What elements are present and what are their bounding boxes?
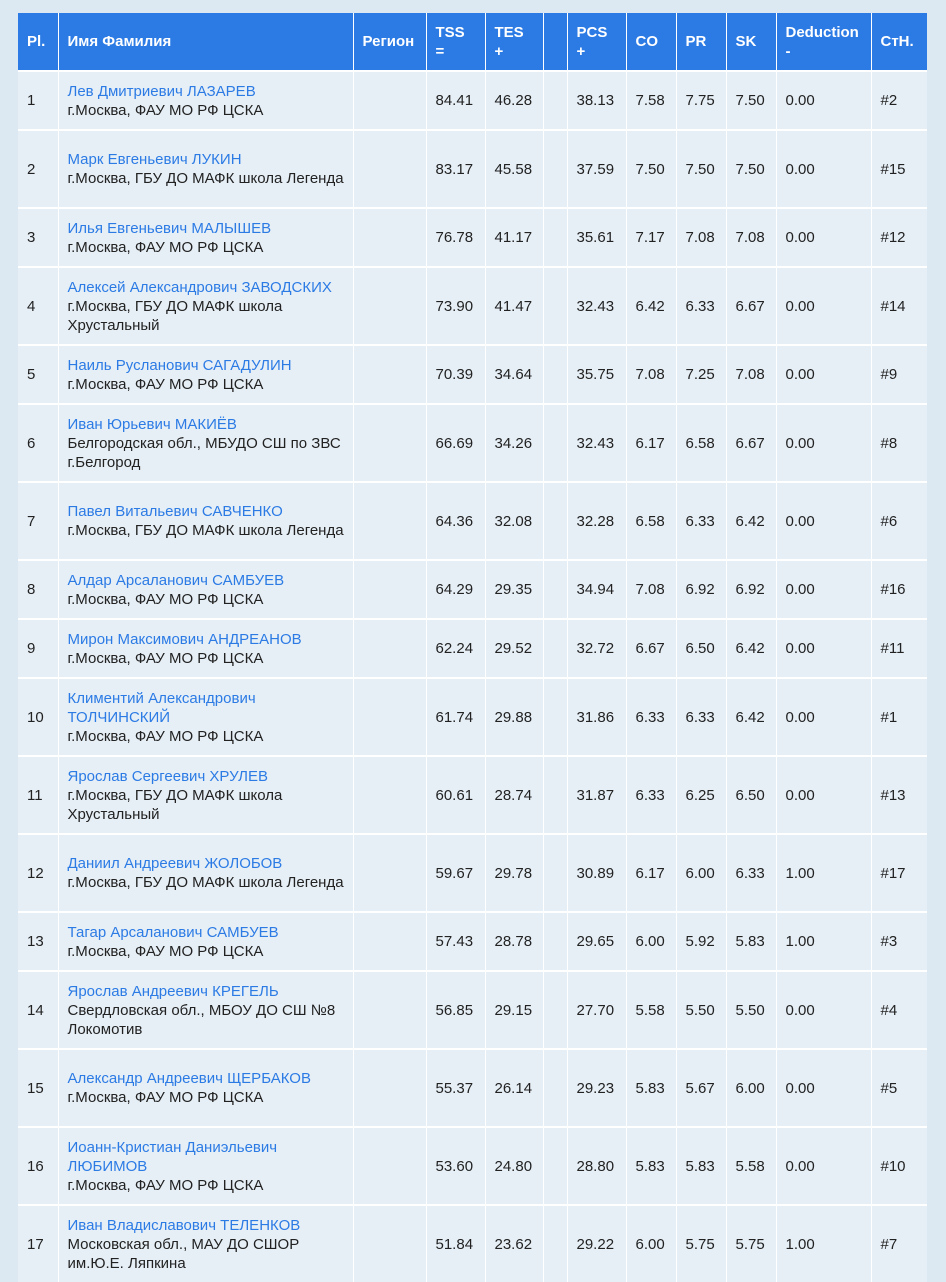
start-number-cell: #14 — [871, 267, 927, 345]
region-cell — [353, 482, 426, 560]
spacer-cell — [543, 678, 567, 756]
name-cell — [58, 560, 353, 619]
deduction-cell: 1.00 — [776, 912, 871, 971]
table-row — [18, 208, 927, 267]
sk-cell: 5.75 — [726, 1205, 776, 1282]
place-cell: 15 — [18, 1049, 58, 1127]
pr-cell: 5.92 — [676, 912, 726, 971]
spacer-cell — [543, 345, 567, 404]
table-row — [18, 560, 927, 619]
header-start-number[interactable]: СтН. — [871, 13, 927, 71]
header-tss-label: TSS — [435, 23, 465, 41]
region-cell — [353, 267, 426, 345]
pr-cell: 6.25 — [676, 756, 726, 834]
tss-cell: 62.24 — [426, 619, 485, 678]
start-number-cell: #1 — [871, 678, 927, 756]
tes-cell: 23.62 — [485, 1205, 543, 1282]
tss-cell: 64.36 — [426, 482, 485, 560]
tes-cell: 28.78 — [485, 912, 543, 971]
pr-cell: 7.25 — [676, 345, 726, 404]
table-row — [18, 971, 927, 1049]
co-cell: 6.33 — [626, 756, 676, 834]
region-cell — [353, 971, 426, 1049]
tss-cell: 59.67 — [426, 834, 485, 912]
pr-cell: 5.75 — [676, 1205, 726, 1282]
place-cell: 4 — [18, 267, 58, 345]
club-text: г.Москва, ФАУ МО РФ ЦСКА — [67, 1089, 264, 1106]
club-text: г.Москва, ГБУ ДО МАФК школа Легенда — [67, 170, 344, 187]
table-row — [18, 619, 927, 678]
name-cell — [58, 404, 353, 482]
sk-cell: 6.92 — [726, 560, 776, 619]
table-row — [18, 1049, 927, 1127]
club-text: г.Москва, ФАУ МО РФ ЦСКА — [67, 238, 264, 256]
tes-cell: 29.15 — [485, 971, 543, 1049]
tes-cell: 46.28 — [485, 71, 543, 130]
club-text: г.Москва, ГБУ ДО МАФК школа Хрустальный — [67, 297, 283, 334]
skater-name-link[interactable]: Ярослав Андреевич КРЕГЕЛЬ — [67, 982, 279, 1000]
tss-cell: 53.60 — [426, 1127, 485, 1205]
name-cell — [58, 71, 353, 130]
tes-cell: 26.14 — [485, 1049, 543, 1127]
skater-name-link[interactable]: Александр Андреевич ЩЕРБАКОВ — [67, 1070, 311, 1087]
deduction-cell: 0.00 — [776, 482, 871, 560]
club-text: г.Москва, ГБУ ДО МАФК школа Легенда — [67, 522, 344, 539]
tes-cell: 28.74 — [485, 756, 543, 834]
co-cell: 5.83 — [626, 1127, 676, 1205]
name-cell — [58, 1049, 353, 1127]
pr-cell: 5.67 — [676, 1049, 726, 1127]
pcs-cell: 31.86 — [567, 678, 626, 756]
co-cell: 7.50 — [626, 130, 676, 208]
start-number-cell: #3 — [871, 912, 927, 971]
header-tes-sign: + — [494, 42, 504, 60]
pcs-cell: 32.72 — [567, 619, 626, 678]
spacer-cell — [543, 1127, 567, 1205]
region-cell — [353, 1127, 426, 1205]
spacer-cell — [543, 130, 567, 208]
place-cell: 17 — [18, 1205, 58, 1282]
pr-cell: 6.33 — [676, 482, 726, 560]
pr-cell: 6.00 — [676, 834, 726, 912]
tss-cell: 55.37 — [426, 1049, 485, 1127]
pcs-cell: 37.59 — [567, 130, 626, 208]
skater-name-link[interactable]: Наиль Русланович САГАДУЛИН — [67, 356, 292, 374]
sk-cell: 6.42 — [726, 678, 776, 756]
tes-cell: 45.58 — [485, 130, 543, 208]
pr-cell: 6.92 — [676, 560, 726, 619]
table-row — [18, 834, 927, 912]
sk-cell: 6.67 — [726, 404, 776, 482]
start-number-cell: #10 — [871, 1127, 927, 1205]
header-pcs-sign: + — [576, 42, 586, 60]
place-cell: 5 — [18, 345, 58, 404]
region-cell — [353, 404, 426, 482]
start-number-cell: #17 — [871, 834, 927, 912]
club-text: Московская обл., МАУ ДО СШОР им.Ю.Е. Ляпкина — [67, 1235, 300, 1272]
name-cell — [58, 482, 353, 560]
table-row — [18, 71, 927, 130]
sk-cell: 7.50 — [726, 130, 776, 208]
table-row — [18, 130, 927, 208]
spacer-cell — [543, 912, 567, 971]
region-cell — [353, 345, 426, 404]
start-number-cell: #11 — [871, 619, 927, 678]
spacer-cell — [543, 1049, 567, 1127]
sk-cell: 6.42 — [726, 619, 776, 678]
start-number-cell: #8 — [871, 404, 927, 482]
skater-name-link[interactable]: Павел Витальевич САВЧЕНКО — [67, 503, 283, 520]
tes-cell: 29.88 — [485, 678, 543, 756]
club-text: г.Москва, ФАУ МО РФ ЦСКА — [67, 942, 264, 960]
place-cell: 7 — [18, 482, 58, 560]
region-cell — [353, 208, 426, 267]
header-name[interactable]: Имя Фамилия — [58, 13, 353, 71]
region-cell — [353, 912, 426, 971]
pcs-cell: 27.70 — [567, 971, 626, 1049]
header-row — [18, 13, 927, 71]
tss-cell: 70.39 — [426, 345, 485, 404]
club-text: г.Москва, ФАУ МО РФ ЦСКА — [67, 590, 264, 608]
spacer-cell — [543, 482, 567, 560]
tes-cell: 29.52 — [485, 619, 543, 678]
name-cell — [58, 345, 353, 404]
pr-cell: 6.33 — [676, 678, 726, 756]
skater-name-link[interactable]: Ярослав Сергеевич ХРУЛЕВ — [67, 767, 268, 785]
region-cell — [353, 619, 426, 678]
table-row — [18, 1205, 927, 1282]
skater-name-link[interactable]: Иван Юрьевич МАКИЁВ — [67, 415, 237, 433]
deduction-cell: 0.00 — [776, 619, 871, 678]
pr-cell: 6.50 — [676, 619, 726, 678]
co-cell: 6.17 — [626, 404, 676, 482]
start-number-cell: #13 — [871, 756, 927, 834]
header-tes[interactable] — [485, 13, 543, 71]
name-cell — [58, 834, 353, 912]
deduction-cell: 0.00 — [776, 71, 871, 130]
start-number-cell: #2 — [871, 71, 927, 130]
tss-cell: 83.17 — [426, 130, 485, 208]
club-text: г.Москва, ФАУ МО РФ ЦСКА — [67, 649, 264, 667]
pr-cell: 7.50 — [676, 130, 726, 208]
club-text: г.Москва, ГБУ ДО МАФК школа Легенда — [67, 874, 344, 891]
pr-cell: 5.83 — [676, 1127, 726, 1205]
table-row — [18, 1127, 927, 1205]
pcs-cell: 32.43 — [567, 267, 626, 345]
place-cell: 13 — [18, 912, 58, 971]
skater-name-link[interactable]: Климентий Александрович ТОЛЧИНСКИЙ — [67, 689, 256, 726]
start-number-cell: #16 — [871, 560, 927, 619]
co-cell: 6.67 — [626, 619, 676, 678]
header-tss-sign: = — [435, 42, 445, 60]
pcs-cell: 29.23 — [567, 1049, 626, 1127]
sk-cell: 6.33 — [726, 834, 776, 912]
deduction-cell: 0.00 — [776, 560, 871, 619]
start-number-cell: #12 — [871, 208, 927, 267]
club-text: г.Москва, ФАУ МО РФ ЦСКА — [67, 375, 264, 393]
place-cell: 16 — [18, 1127, 58, 1205]
co-cell: 5.83 — [626, 1049, 676, 1127]
spacer-cell — [543, 971, 567, 1049]
spacer-cell — [543, 560, 567, 619]
tss-cell: 84.41 — [426, 71, 485, 130]
skater-name-link[interactable]: Иван Владиславович ТЕЛЕНКОВ — [67, 1216, 301, 1234]
co-cell: 7.58 — [626, 71, 676, 130]
club-text: г.Москва, ГБУ ДО МАФК школа Хрустальный — [67, 786, 283, 823]
pr-cell: 6.33 — [676, 267, 726, 345]
co-cell: 6.00 — [626, 1205, 676, 1282]
start-number-cell: #6 — [871, 482, 927, 560]
header-deduction-sign: - — [785, 42, 791, 60]
club-text: Белгородская обл., МБУДО СШ по ЗВС г.Белгород — [67, 434, 341, 471]
club-text: г.Москва, ФАУ МО РФ ЦСКА — [67, 727, 264, 745]
header-co[interactable]: CO — [626, 13, 676, 71]
start-number-cell: #7 — [871, 1205, 927, 1282]
sk-cell: 6.00 — [726, 1049, 776, 1127]
co-cell: 6.58 — [626, 482, 676, 560]
deduction-cell: 0.00 — [776, 404, 871, 482]
header-deduction[interactable] — [776, 13, 871, 71]
name-cell — [58, 1127, 353, 1205]
deduction-cell: 0.00 — [776, 208, 871, 267]
deduction-cell: 0.00 — [776, 267, 871, 345]
deduction-cell: 0.00 — [776, 1049, 871, 1127]
header-tes-label: TES — [494, 23, 524, 41]
skater-name-link[interactable]: Тагар Арсаланович САМБУЕВ — [67, 923, 279, 941]
place-cell: 12 — [18, 834, 58, 912]
co-cell: 5.58 — [626, 971, 676, 1049]
spacer-cell — [543, 71, 567, 130]
skater-name-link[interactable]: Алексей Александрович ЗАВОДСКИХ — [67, 278, 332, 296]
pcs-cell: 30.89 — [567, 834, 626, 912]
deduction-cell: 0.00 — [776, 971, 871, 1049]
tes-cell: 41.47 — [485, 267, 543, 345]
skater-name-link[interactable]: Иоанн-Кристиан Даниэльевич ЛЮБИМОВ — [67, 1138, 278, 1175]
region-cell — [353, 1205, 426, 1282]
name-cell — [58, 912, 353, 971]
sk-cell: 7.50 — [726, 71, 776, 130]
co-cell: 7.08 — [626, 345, 676, 404]
tss-cell: 64.29 — [426, 560, 485, 619]
tss-cell: 56.85 — [426, 971, 485, 1049]
table-row — [18, 912, 927, 971]
region-cell — [353, 1049, 426, 1127]
region-cell — [353, 756, 426, 834]
spacer-cell — [543, 267, 567, 345]
pr-cell: 7.08 — [676, 208, 726, 267]
table-row — [18, 482, 927, 560]
sk-cell: 6.50 — [726, 756, 776, 834]
results-table-container — [18, 13, 927, 1282]
header-region[interactable]: Регион — [353, 13, 426, 71]
sk-cell: 7.08 — [726, 345, 776, 404]
pcs-cell: 31.87 — [567, 756, 626, 834]
header-spacer — [543, 13, 567, 71]
tes-cell: 34.26 — [485, 404, 543, 482]
spacer-cell — [543, 404, 567, 482]
skater-name-link[interactable]: Илья Евгеньевич МАЛЫШЕВ — [67, 219, 272, 237]
pcs-cell: 32.28 — [567, 482, 626, 560]
place-cell: 1 — [18, 71, 58, 130]
sk-cell: 5.50 — [726, 971, 776, 1049]
club-text: Свердловская обл., МБОУ ДО СШ №8 Локомотив — [67, 1001, 336, 1038]
co-cell: 7.17 — [626, 208, 676, 267]
deduction-cell: 0.00 — [776, 1127, 871, 1205]
place-cell: 14 — [18, 971, 58, 1049]
results-table — [18, 13, 927, 1282]
pr-cell: 5.50 — [676, 971, 726, 1049]
header-deduction-label: Deduction — [785, 23, 859, 41]
sk-cell: 5.83 — [726, 912, 776, 971]
start-number-cell: #4 — [871, 971, 927, 1049]
deduction-cell: 0.00 — [776, 345, 871, 404]
pr-cell: 6.58 — [676, 404, 726, 482]
tss-cell: 57.43 — [426, 912, 485, 971]
spacer-cell — [543, 834, 567, 912]
place-cell: 3 — [18, 208, 58, 267]
spacer-cell — [543, 756, 567, 834]
table-row — [18, 345, 927, 404]
name-cell — [58, 678, 353, 756]
place-cell: 2 — [18, 130, 58, 208]
deduction-cell: 1.00 — [776, 1205, 871, 1282]
name-cell — [58, 208, 353, 267]
region-cell — [353, 71, 426, 130]
pcs-cell: 35.75 — [567, 345, 626, 404]
region-cell — [353, 678, 426, 756]
tss-cell: 66.69 — [426, 404, 485, 482]
name-cell — [58, 971, 353, 1049]
tss-cell: 73.90 — [426, 267, 485, 345]
tss-cell: 60.61 — [426, 756, 485, 834]
pcs-cell: 32.43 — [567, 404, 626, 482]
region-cell — [353, 130, 426, 208]
tes-cell: 24.80 — [485, 1127, 543, 1205]
club-text: г.Москва, ФАУ МО РФ ЦСКА — [67, 1176, 264, 1194]
tes-cell: 32.08 — [485, 482, 543, 560]
name-cell — [58, 619, 353, 678]
name-cell — [58, 130, 353, 208]
deduction-cell: 0.00 — [776, 756, 871, 834]
spacer-cell — [543, 619, 567, 678]
place-cell: 8 — [18, 560, 58, 619]
table-row — [18, 756, 927, 834]
co-cell: 6.00 — [626, 912, 676, 971]
skater-name-link[interactable]: Марк Евгеньевич ЛУКИН — [67, 151, 242, 168]
name-cell — [58, 267, 353, 345]
table-row — [18, 678, 927, 756]
header-place[interactable]: Pl. — [18, 13, 58, 71]
skater-name-link[interactable]: Мирон Максимович АНДРЕАНОВ — [67, 630, 302, 648]
spacer-cell — [543, 1205, 567, 1282]
header-sk[interactable]: SK — [726, 13, 776, 71]
pcs-cell: 28.80 — [567, 1127, 626, 1205]
pcs-cell: 35.61 — [567, 208, 626, 267]
name-cell — [58, 1205, 353, 1282]
co-cell: 6.33 — [626, 678, 676, 756]
pcs-cell: 29.22 — [567, 1205, 626, 1282]
pcs-cell: 29.65 — [567, 912, 626, 971]
start-number-cell: #5 — [871, 1049, 927, 1127]
place-cell: 6 — [18, 404, 58, 482]
spacer-cell — [543, 208, 567, 267]
deduction-cell: 0.00 — [776, 130, 871, 208]
pcs-cell: 34.94 — [567, 560, 626, 619]
club-text: г.Москва, ФАУ МО РФ ЦСКА — [67, 101, 264, 119]
start-number-cell: #9 — [871, 345, 927, 404]
place-cell: 11 — [18, 756, 58, 834]
tss-cell: 61.74 — [426, 678, 485, 756]
deduction-cell: 0.00 — [776, 678, 871, 756]
tes-cell: 29.78 — [485, 834, 543, 912]
name-cell — [58, 756, 353, 834]
header-pcs[interactable] — [567, 13, 626, 71]
sk-cell: 5.58 — [726, 1127, 776, 1205]
tes-cell: 34.64 — [485, 345, 543, 404]
skater-name-link[interactable]: Даниил Андреевич ЖОЛОБОВ — [67, 855, 283, 872]
table-row — [18, 267, 927, 345]
sk-cell: 6.42 — [726, 482, 776, 560]
tss-cell: 76.78 — [426, 208, 485, 267]
start-number-cell: #15 — [871, 130, 927, 208]
tes-cell: 29.35 — [485, 560, 543, 619]
place-cell: 9 — [18, 619, 58, 678]
header-tss[interactable] — [426, 13, 485, 71]
tss-cell: 51.84 — [426, 1205, 485, 1282]
pcs-cell: 38.13 — [567, 71, 626, 130]
region-cell — [353, 560, 426, 619]
skater-name-link[interactable]: Лев Дмитриевич ЛАЗАРЕВ — [67, 82, 256, 100]
region-cell — [353, 834, 426, 912]
tes-cell: 41.17 — [485, 208, 543, 267]
co-cell: 7.08 — [626, 560, 676, 619]
skater-name-link[interactable]: Алдар Арсаланович САМБУЕВ — [67, 571, 285, 589]
header-pcs-label: PCS — [576, 23, 608, 41]
co-cell: 6.42 — [626, 267, 676, 345]
place-cell: 10 — [18, 678, 58, 756]
sk-cell: 7.08 — [726, 208, 776, 267]
pr-cell: 7.75 — [676, 71, 726, 130]
co-cell: 6.17 — [626, 834, 676, 912]
sk-cell: 6.67 — [726, 267, 776, 345]
deduction-cell: 1.00 — [776, 834, 871, 912]
header-pr[interactable]: PR — [676, 13, 726, 71]
table-row — [18, 404, 927, 482]
